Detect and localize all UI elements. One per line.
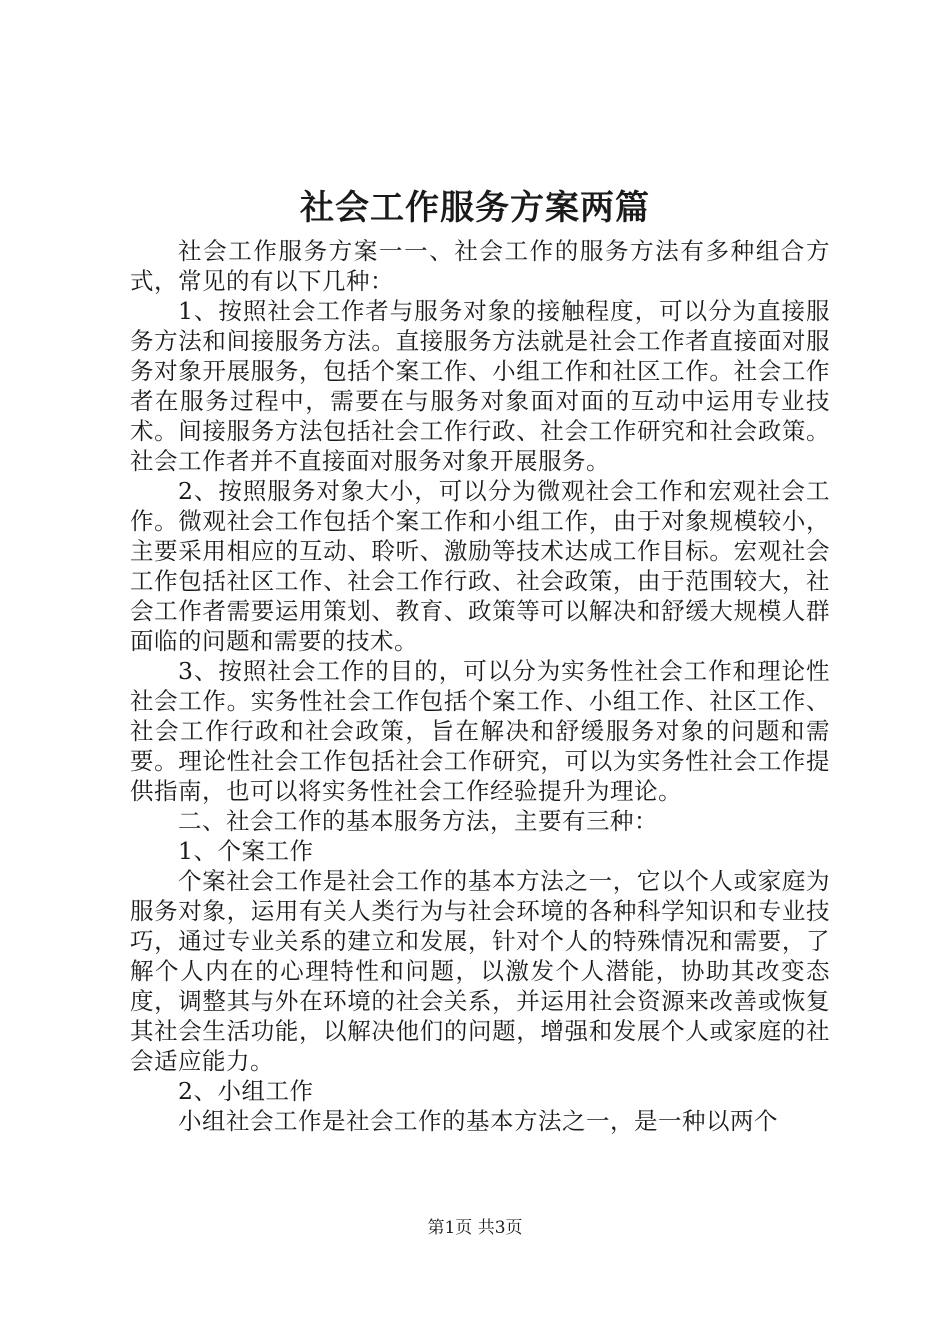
document-title: 社会工作服务方案两篇: [300, 188, 650, 228]
paragraph-case-work: 个案社会工作是社会工作的基本方法之一，它以个人或家庭为服务对象，运用有关人类行为与社会环境的各种科学知识和专业技巧，通过专业关系的建立和发展，针对个人的特殊情况和需要，了解个人内在的心理特性和问题，以激发个人潜能，协助其改变态度，调整其与外在环境的社会关系，并运用社会资源来改善或恢复其社会生活功能，以解决他们的问题，增强和发展个人或家庭的社会适应能力。: [130, 867, 830, 1075]
paragraph-method-3: 3、按照社会工作的目的，可以分为实务性社会工作和理论性社会工作。实务性社会工作包括个案工作、小组工作、社区工作、社会工作行政和社会政策，旨在解决和舒缓服务对象的问题和需要。理论性社会工作包括社会工作研究，可以为实务性社会工作提供指南，也可以将实务性社会工作经验提升为理论。: [130, 657, 830, 805]
paragraph-group-work: 小组社会工作是社会工作的基本方法之一，是一种以两个: [178, 1107, 778, 1135]
paragraph-intro: 社会工作服务方案一一、社会工作的服务方法有多种组合方式，常见的有以下几种：: [130, 237, 830, 295]
subheading-group-work: 2、小组工作: [178, 1077, 314, 1105]
paragraph-method-2: 2、按照服务对象大小，可以分为微观社会工作和宏观社会工作。微观社会工作包括个案工作和小组工作，由于对象规模较小，主要采用相应的互动、聆听、激励等技术达成工作目标。宏观社会工作包括社区工作、社会工作行政、社会政策，由于范围较大，社会工作者需要运用策划、教育、政策等可以解决和舒缓大规模人群面临的问题和需要的技术。: [130, 477, 830, 655]
page-footer: 第1页 共3页: [427, 1218, 523, 1238]
subheading-case-work: 1、个案工作: [178, 837, 314, 865]
document-body: [130, 236, 830, 1136]
section-heading-basic-methods: 二、社会工作的基本服务方法，主要有三种：: [178, 807, 658, 835]
paragraph-method-1: 1、按照社会工作者与服务对象的接触程度，可以分为直接服务方法和间接服务方法。直接服务方法就是社会工作者直接面对服务对象开展服务，包括个案工作、小组工作和社区工作。社会工作者在服务过程中，需要在与服务对象面对面的互动中运用专业技术。间接服务方法包括社会工作行政、社会工作研究和社会政策。社会工作者并不直接面对服务对象开展服务。: [130, 297, 830, 475]
